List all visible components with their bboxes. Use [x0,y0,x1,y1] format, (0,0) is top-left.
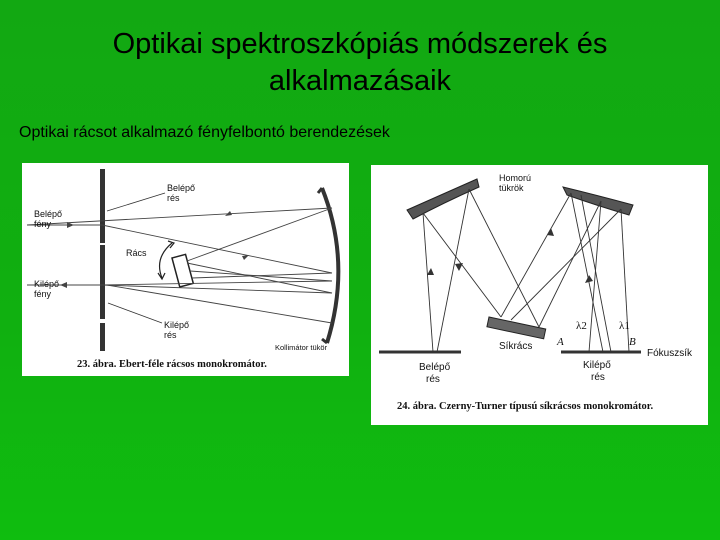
ebert-diagram [22,163,349,376]
label-B: B [629,336,636,348]
label-kilepo-feny-2: fény [34,289,52,299]
czerny-turner-diagram [371,165,708,425]
slit-plate-middle [100,245,105,319]
slide-title [40,26,680,100]
label-lambda1: λ1 [619,320,630,332]
ebert-monochromator-figure [22,163,349,376]
label-belepo-res-1: Belépő [167,183,196,193]
label-kilepo-res-2: rés [591,372,605,383]
label-racs: Rács [126,248,147,258]
label-homoru-2: tükrök [499,183,524,193]
concave-mirror-right [563,187,633,215]
figure2-caption: 24. ábra. Czerny-Turner típusú síkrácsos monokromátor. [397,401,654,412]
slide-title-line1: Optikai spektroszkópiás módszerek és [112,28,608,60]
label-kollimator: Kollimátor tükör [275,343,328,352]
czerny-turner-figure [371,165,708,425]
label-A: A [557,336,564,348]
slide-title-line2: alkalmazásaik [268,65,452,97]
label-belepo-res-2: rés [167,193,180,203]
label-kilepo-feny-1: Kilépő [34,279,60,289]
label-kilepo-res-1: Kilépő [583,360,611,371]
entrance-slit-plate [100,169,105,243]
slide-subtitle: Optikai rácsot alkalmazó fényfelbontó berendezések [19,124,390,141]
exit-slit-plate [100,323,105,351]
label-fokuszsik: Fókuszsík [647,348,693,359]
label-homoru-1: Homorú [499,173,532,183]
label-kilepo-res-1: Kilépő [164,320,190,330]
rotation-arrow [160,243,172,278]
plane-grating [487,317,546,339]
label-kilepo-res-2: rés [164,330,177,340]
figure1-caption: 23. ábra. Ebert-féle rácsos monokromátor. [77,359,267,370]
label-belepo-feny-2: fény [34,219,52,229]
collimator-mirror [322,188,338,343]
label-lambda2: λ2 [576,320,587,332]
label-belepo-feny-1: Belépő [34,209,63,219]
label-belepo-res-1: Belépő [419,362,451,373]
label-sikracs: Síkrács [499,341,533,352]
label-belepo-res-2: rés [426,374,440,385]
concave-mirror-left [407,179,479,219]
